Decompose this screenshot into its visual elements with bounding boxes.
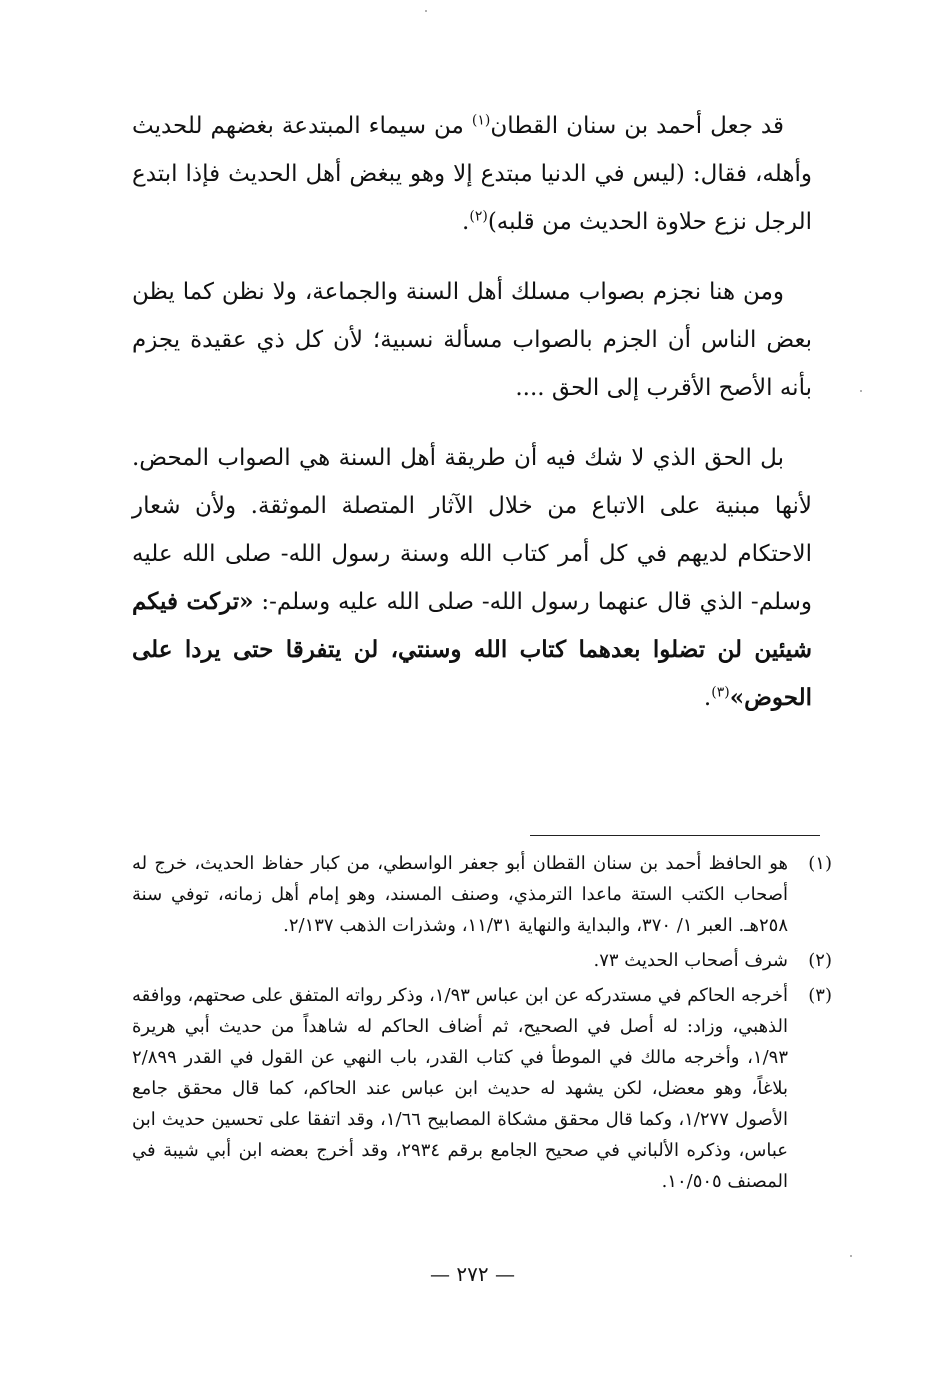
- footnote-ref-1: (١): [471, 112, 491, 129]
- footnote-text: هو الحافظ أحمد بن سنان القطان أبو جعفر الواسطي، من كبار حفاظ الحديث، خرج له أصحاب الكتب الستة ماعدا الترمذي، وصنف المسند، وهو إمام أهل زمانه، توفي سنة ٢٥٨هـ. العبر ١/ ٣٧٠، والبداية والنهاية ١١/٣١، وشذرات الذهب ٢/١٣٧.: [132, 853, 788, 936]
- footnote-2: [132, 945, 832, 976]
- paragraph-3: [132, 434, 812, 722]
- footnote-ref-2: (٢): [469, 208, 488, 225]
- scan-speck: [860, 390, 862, 392]
- paragraph-3-end: .: [703, 685, 712, 711]
- scan-speck: [850, 1255, 852, 1257]
- footnote-number: (٣): [808, 985, 832, 1006]
- hadith-quote: «تركت فيكم شيئين لن تضلوا بعدهما كتاب الله وسنتي، لن يتفرقا حتى يردا على الحوض»: [132, 588, 812, 711]
- footnote-number: (١): [808, 853, 832, 874]
- footnote-ref-3: (٣): [711, 684, 730, 701]
- paragraph-1-text-b: من سيماء المبتدعة بغضهم للحديث وأهله، فقال: (ليس في الدنيا مبتدع إلا وهو يبغض أهل الحديث فإذا ابتدع الرجل نزع حلاوة الحديث من قلبه): [132, 113, 812, 235]
- footnote-separator: [530, 835, 820, 836]
- footnote-text: شرف أصحاب الحديث ٧٣.: [593, 950, 788, 971]
- paragraph-2: ومن هنا نجزم بصواب مسلك أهل السنة والجماعة، ولا نظن كما يظن بعض الناس أن الجزم بالصواب مسألة نسبية؛ لأن كل ذي عقيدة يجزم بأنه الأصح الأقرب إلى الحق ....: [132, 279, 812, 401]
- paragraph-1-text-a: قد جعل أحمد بن سنان القطان: [490, 113, 785, 139]
- footnote-3: [132, 980, 832, 1197]
- footnote-number: (٢): [808, 950, 832, 971]
- footnote-text: أخرجه الحاكم في مستدركه عن ابن عباس ١/٩٣، وذكر رواته المتفق على صحتهم، ووافقه الذهبي، وزاد: له أصل في الصحيح، ثم أضاف الحاكم له شاهداً من حديث أبي هريرة ١/٩٣، وأخرجه مالك في الموطأ في كتاب القدر، باب النهي عن القول في القدر ٢/٨٩٩ بلاغاً، وهو معضل، لكن يشهد له حديث ابن عباس عند الحاكم، كما قال محقق جامع الأصول ١/٢٧٧، وكما قال محقق مشكاة المصابيح ١/٦٦، وقد اتفقا على تحسين حديث ابن عباس، وذكره الألباني في صحيح الجامع برقم ٢٩٣٤، وقد أخرج بعضه ابن أبي شيبة في المصنف ١٠/٥٠٥.: [132, 985, 789, 1192]
- paragraph-1: [132, 102, 812, 246]
- page-number: — ٢٧٢ —: [430, 1262, 515, 1286]
- paragraph-3-text: بل الحق الذي لا شك فيه أن طريقة أهل السنة هي الصواب المحض. لأنها مبنية على الاتباع من خلال الآثار المتصلة الموثقة. ولأن شعار الاحتكام لديهم في كل أمر كتاب الله وسنة رسول الله- صلى الله عليه وسلم- الذي قال عنهما رسول الله- صلى الله عليه وسلم-:: [132, 445, 812, 615]
- footnote-1: [132, 848, 832, 941]
- paragraph-1-end: .: [462, 209, 470, 235]
- main-text: [132, 102, 812, 744]
- footnotes: [132, 848, 832, 1201]
- scan-speck: [425, 10, 427, 12]
